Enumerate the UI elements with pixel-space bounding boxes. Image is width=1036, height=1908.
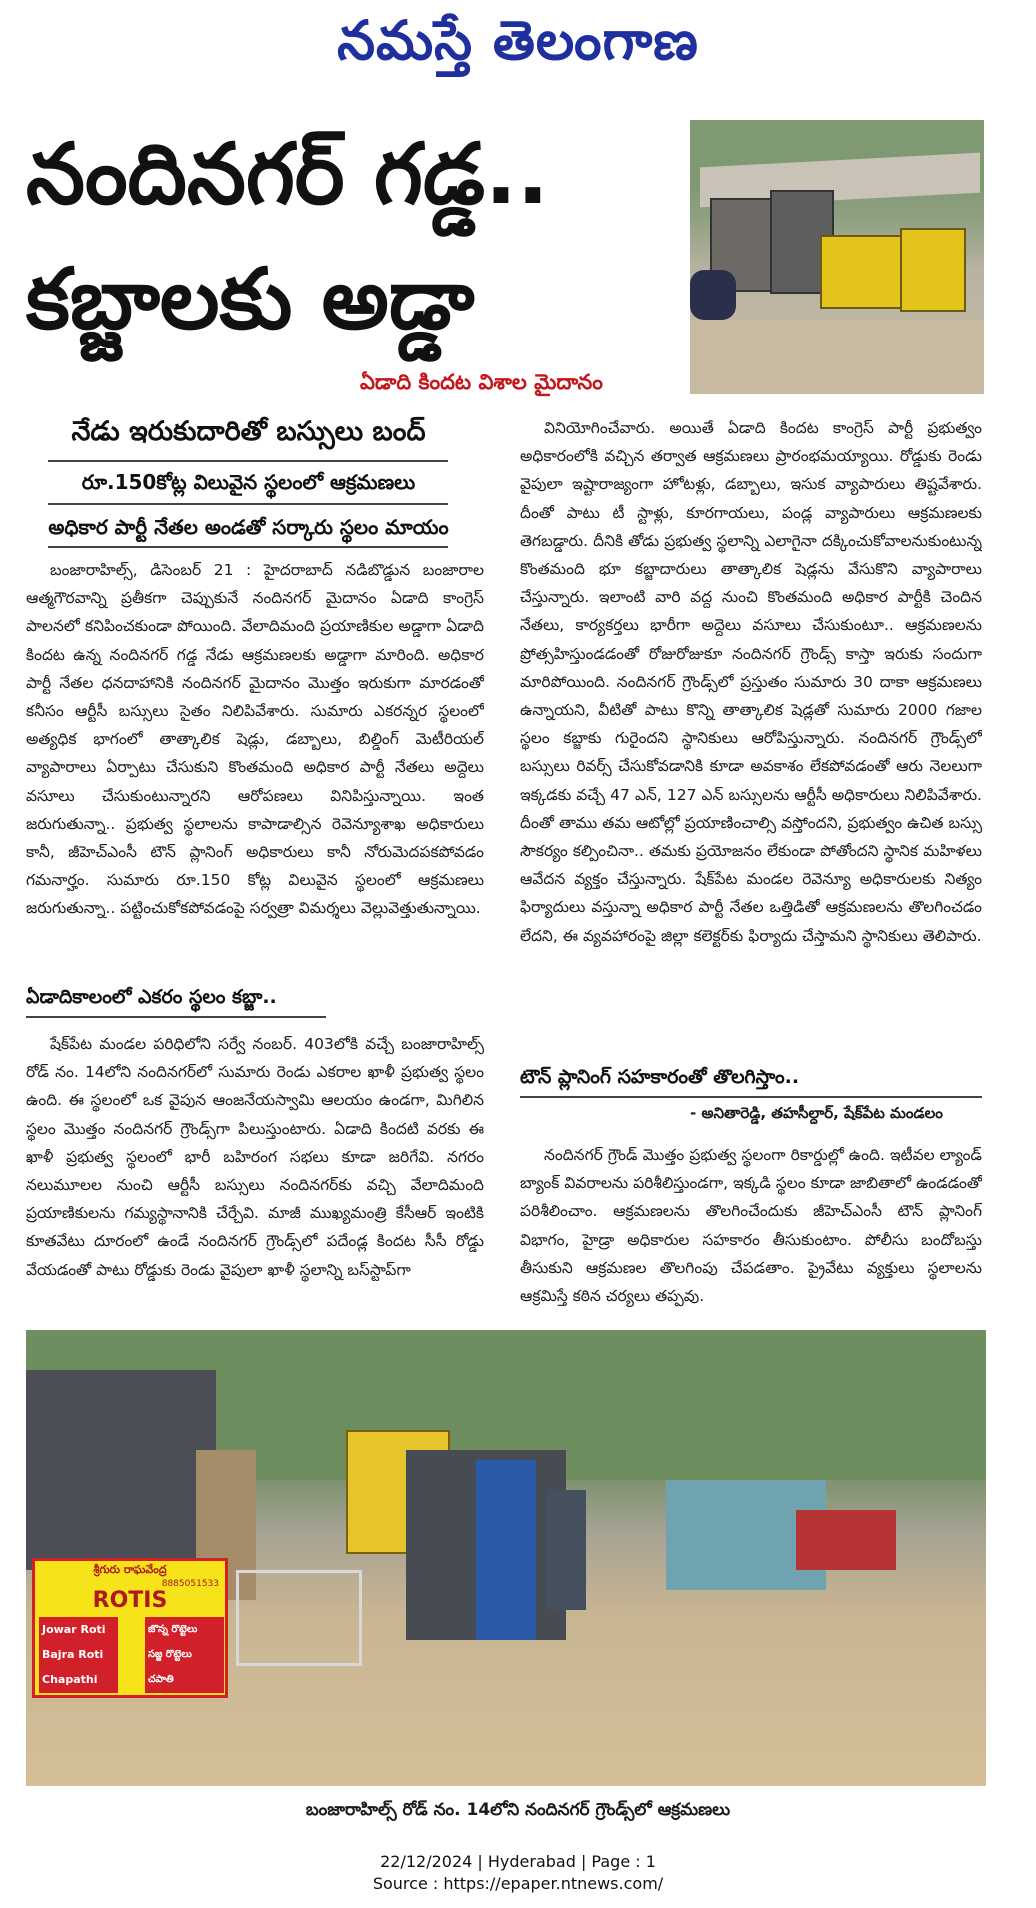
sign-item-en: Chapathi [42, 1673, 98, 1686]
masthead: నమస్తే తెలంగాణ [337, 8, 699, 72]
sign-phone: 8885051533 [161, 1579, 219, 1589]
subhead-second: రూ.150కోట్ల విలువైన స్థలంలో ఆక్రమణలు [81, 470, 416, 494]
sign-item-te: చపాతి [148, 1674, 174, 1685]
divider [48, 503, 448, 505]
sign-brand: ROTIS [92, 1588, 168, 1613]
divider [48, 460, 448, 462]
headline-line-1: నందినగర్ గడ్డ.. [26, 125, 549, 223]
sign-item-te: సజ్జ రొట్టెలు [148, 1649, 192, 1660]
headline-line-2: కబ్జాలకు అడ్డా [26, 250, 475, 348]
divider [48, 546, 448, 548]
divider [26, 1016, 326, 1018]
sign-item-en: Bajra Roti [42, 1648, 104, 1661]
story-left-paragraph-2: షేక్‌పేట మండల పరిధిలోని సర్వే నంబర్. 403లోకి వచ్చే బంజారాహిల్స్ రోడ్ నం. 14లోని నందినగర్‌లో సుమారు రెండు ఎకరాల ఖాళీ ప్రభుత్వ స్థలం ఉంది. ఈ స్థలంలో ఒక వైపున ఆంజనేయస్వామి ఆలయం ఉండగా, మిగిలిన స్థలం మొత్తం నందినగర్ గ్రౌండ్స్‌గా పిలుస్తుంటారు. ఏడాది కిందటి వరకు ఈ ఖాళీ ప్రభుత్వ స్థలంలో భారీ బహిరంగ సభలు కూడా జరిగేవి. నగరం నలుమూలల నుంచి ఆర్టీసీ బస్సులు నందినగర్‌కు వచ్చి వేలాదిమంది ప్రయాణికులను గమ్యస్థానానికి చేర్చేవి. మాజీ ముఖ్యమంత్రి కేసీఆర్ ఇంటికి కూతవేటు దూరంలో ఉండే నందినగర్ గ్రౌండ్స్‌లో పదేండ్ల కిందట సీసీ రోడ్డు వేయడంతో పాటు రోడ్డుకు రెండు వైపులా ఖాళీ స్థలాన్ని బస్‌స్టాప్‌గా [26, 1035, 484, 1279]
footer-source: Source : https://epaper.ntnews.com/ [372, 1874, 664, 1893]
sign-item-te: జొన్న రొట్టెలు [148, 1624, 198, 1635]
subhead-main: నేడు ఇరుకుదారితో బస్సులు బంద్ [71, 416, 426, 447]
sign-top-line: శ్రీగురు రాఘవేంద్ర [93, 1563, 167, 1576]
bottom-photo-grounds [26, 1330, 986, 1786]
top-photo-stalls [690, 120, 984, 394]
divider [520, 1096, 982, 1098]
roti-sign [32, 1558, 228, 1698]
headline-kicker: ఏడాది కిందట విశాల మైదానం [360, 370, 603, 394]
sign-item-en: Jowar Roti [42, 1623, 106, 1636]
subhead-third: అధికార పార్టీ నేతల అండతో సర్కారు స్థలం మాయం [48, 515, 449, 539]
story-right-paragraph-2: నందినగర్ గ్రౌండ్ మొత్తం ప్రభుత్వ స్థలంగా రికార్డుల్లో ఉంది. ఇటీవల ల్యాండ్ బ్యాంక్ వివరాలను పరిశీలిస్తుండగా, ఇక్కడి స్థలం కూడా జాబితాలో ఉండడంతో పరిశీలించాం. ఆక్రమణలను తొలగించేందుకు జీహెచ్ఎంసీ టౌన్ ప్లానింగ్ విభాగం, హైడ్రా అధికారుల సహకారం తీసుకుంటాం. పోలీసు బందోబస్తు తీసుకుని ఆక్రమణల తొలగింపు చేపడతాం. ప్రైవేటు వ్యక్తులు స్థలాలను ఆక్రమిస్తే కఠిన చర్యలు తప్పవు. [520, 1146, 982, 1306]
photo-caption: బంజారాహిల్స్ రోడ్ నం. 14లోని నందినగర్ గ్రౌండ్స్‌లో ఆక్రమణలు [305, 1800, 731, 1820]
byline: - అనితారెడ్డి, తహసీల్దార్, షేక్‌పేట మండలం [690, 1104, 943, 1122]
story-right-paragraph-1: వినియోగించేవారు. అయితే ఏడాది కిందట కాంగ్రెస్ పార్టీ ప్రభుత్వం అధికారంలోకి వచ్చిన తర్వాత ఆక్రమణలు ప్రారంభమయ్యాయి. రోడ్డుకు రెండు వైపులా ఇష్టారాజ్యంగా హోటళ్లు, డబ్బాలు, ఇసుక వ్యాపారులు తిష్టవేశారు. దీంతో పాటు టీ స్టాళ్లు, కూరగాయలు, పండ్ల వ్యాపారులు ఆక్రమణలకు తెగబడ్డారు. దీనికి తోడు ప్రభుత్వ స్థలాన్ని ఎలాగైనా దక్కించుకోవాలనుకుంటున్న కొంతమంది భూ కబ్జాదారులు తాత్కాలిక షెడ్లను వేసుకొని వ్యాపారాలు చేస్తున్నారు. ఇలాంటి వారి వద్ద నుంచి కొంతమంది అధికార పార్టీకి చెందిన నేతలు, కార్యకర్తలు భారీగా అద్దెలు వసూలు చేసుకుంటూ.. ఆక్రమణలను ప్రోత్సహిస్తుండడంతో రోజురోజుకూ నందినగర్ గ్రౌండ్స్ కాస్తా ఇరుకు సందుగా మారిపోయింది. నందినగర్ గ్రౌండ్స్‌లో ప్రస్తుతం సుమారు 30 దాకా ఆక్రమణలు ఉన్నాయని, వీటితో పాటు కొన్ని తాత్కాలిక షెడ్లతో సుమారు 2000 గజాల స్థలం కబ్జాకు గురైందని స్థానికులు ఆరోపిస్తున్నారు. నందినగర్ గ్రౌండ్స్‌లో బస్సులు రివర్స్ చేసుకోవడానికి కూడా అవకాశం లేకపోవడంతో ఆరు నెలలుగా ఇక్కడకు వచ్చే 47 ఎన్, 127 ఎన్ బస్సులను ఆర్టీసీ అధికారులు నిలిపివేశారు. దీంతో తాము తమ ఆటోల్లో ప్రయాణించాల్సి వస్తోందని, ప్రభుత్వం ఉచిత బస్సు సౌకర్యం కల్పించినా.. తమకు ప్రయోజనం లేకుండా పోతోందని స్థానిక మహిళలు ఆవేదన వ్యక్తం చేస్తున్నారు. షేక్‌పేట మండల రెవెన్యూ అధికారులకు నిత్యం ఫిర్యాదులు వస్తున్నా అధికార పార్టీ నేతల ఒత్తిడితో ఆక్రమణలను తొలగించడం లేదని, ఈ వ్యవహారంపై జిల్లా కలెక్టర్‌కు ఫిర్యాదు చేస్తామని స్థానికులు తెలిపారు. [520, 419, 982, 945]
footer-date-page: 22/12/2024 | Hyderabad | Page : 1 [380, 1852, 656, 1871]
right-section-title: టౌన్ ప్లానింగ్ సహకారంతో తొలగిస్తాం.. [520, 1066, 800, 1088]
left-section-title: ఏడాదికాలంలో ఎకరం స్థలం కబ్జా.. [26, 986, 277, 1008]
story-left-paragraph-1: బంజారాహిల్స్, డిసెంబర్ 21 : హైదరాబాద్ నడిబొడ్డున బంజారాల ఆత్మగౌరవాన్ని ప్రతీకగా చెప్పుకునే నందినగర్ మైదానం ఏడాది కాంగ్రెస్ పాలనలో కనిపించకుండా పోయింది. వేలాదిమంది ప్రయాణికుల అడ్డాగా ఏడాది కిందట ఉన్న నందినగర్ గడ్డ నేడు ఆక్రమణలకు అడ్డాగా మారింది. అధికార పార్టీ నేతల ధనదాహానికి నందినగర్ మైదానం మొత్తం ఇరుకుగా మారడంతో కనీసం ఆర్టీసీ బస్సులు సైతం నిలిపివేశారు. సుమారు ఎకరన్నర స్థలంలో అత్యధిక భాగంలో తాత్కాలిక షెడ్లు, డబ్బాలు, బిల్డింగ్ మెటీరియల్ వ్యాపారాలు ఏర్పాటు చేసుకుని కొంతమంది అధికార పార్టీ నేతలు అద్దెలు వసూలు చేసుకుంటున్నారని ఆరోపణలు వినిపిస్తున్నాయి. ఇంత జరుగుతున్నా.. ప్రభుత్వ స్థలాలను కాపాడాల్సిన రెవెన్యూశాఖ అధికారులు కానీ, జీహెచ్ఎంసీ టౌన్ ప్లానింగ్ అధికారులు కానీ నోరుమెదపకపోవడం గమనార్హం. సుమారు రూ.150 కోట్ల విలువైన స్థలంలో ఆక్రమణలు జరుగుతున్నా.. పట్టించుకోకపోవడంపై సర్వత్రా విమర్శలు వెల్లువెత్తుతున్నాయి. [26, 561, 484, 918]
